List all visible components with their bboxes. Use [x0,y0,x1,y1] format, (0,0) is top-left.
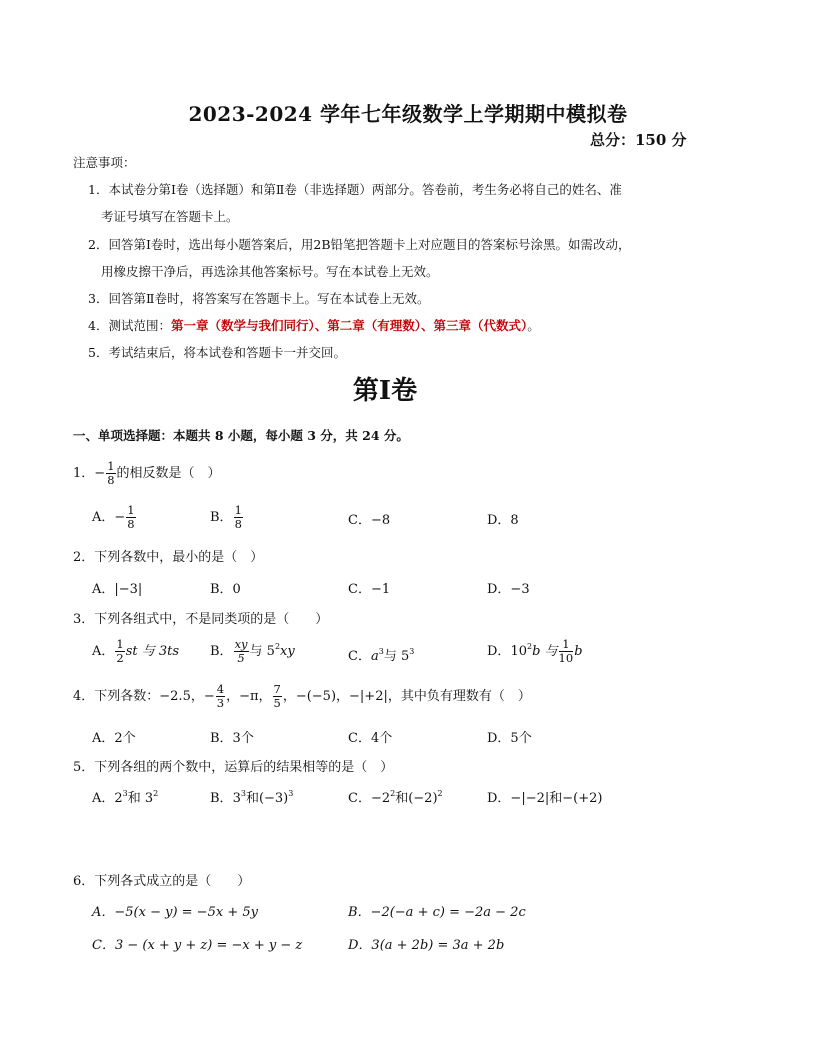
q4-option-a: A．2个 [92,731,136,746]
exponent: 2 [390,789,396,798]
fraction [115,638,124,665]
fraction [559,638,574,665]
fraction [126,504,135,531]
exponent: 3 [122,789,128,798]
question-3: 3．下列各组式中，不是同类项的是（ ） [73,612,329,627]
q6-option-b: B．−2(−a + c) = −2a − 2c [348,905,526,920]
exponent: 2 [153,789,159,798]
option-text: xy [280,644,295,659]
numerator: 7 [273,682,281,696]
denominator: 5 [237,651,245,665]
notice-heading: 注意事项： [73,155,136,170]
option-label: A． [92,510,115,525]
q2-option-b: B．0 [210,582,241,597]
q1-option-c: C．−8 [348,513,391,528]
option-text: 和 3 [127,791,154,806]
q4-option-d: D．5个 [487,731,532,746]
q2-option-a [92,578,142,597]
exponent: 3 [409,647,415,656]
question-text: 的相反数是（ ） [116,466,221,481]
question-4 [73,683,531,710]
exponent: 2 [274,642,281,651]
option-text: b 与 [532,644,558,659]
total-score: 总分：150 分 [590,131,687,149]
q3-option-b [210,638,295,665]
option-label: A． [92,791,115,806]
question-number: 1． [73,466,95,481]
option-text: b [574,644,583,659]
question-6: 6．下列各式成立的是（ ） [73,874,251,889]
test-scope: 第一章（数学与我们同行）、第二章（有理数）、第三章（代数式） [170,318,528,333]
option-text: st 与 3ts [125,644,180,659]
exponent: 2 [526,642,533,651]
q1-option-b [210,504,244,531]
option-label: B． [210,510,233,525]
denominator: 2 [116,651,124,665]
denominator: 5 [273,696,281,710]
q6-option-c: C．3 − (x + y + z) = −x + y − z [92,938,303,953]
fraction [216,683,225,710]
option-label: C． [348,791,371,806]
notice-item-4-end: 。 [527,318,540,333]
option-text: 与 5 [249,644,275,659]
question-text: ，−(−5)，−|+2|，其中负有理数有（ ） [282,689,531,704]
q4-option-b: B．3个 [210,731,254,746]
numerator: 1 [127,503,135,517]
option-label: D． [487,644,511,659]
option-text: 与 5 [383,649,410,664]
option-label: B． [210,791,233,806]
minus-sign: − [94,466,106,481]
section-title: 第Ⅰ卷 [352,376,418,406]
q5-option-d: D．−|−2|和−(+2) [487,791,603,806]
exponent: 3 [240,789,246,798]
question-5: 5．下列各组的两个数中，运算后的结果相等的是（ ） [73,760,394,775]
option-value: |−3| [114,582,143,597]
exponent: 2 [437,789,443,798]
q2-option-c: C．−1 [348,582,391,597]
q3-option-c [348,645,414,664]
numerator: 4 [216,682,225,696]
option-label: A． [92,582,115,597]
q5-option-b [210,787,293,806]
page-title: 2023-2024 学年七年级数学上学期期中模拟卷 [188,102,628,126]
minus-sign: − [114,510,126,525]
q5-option-c [348,787,443,806]
notice-item-4 [88,316,540,334]
numerator: xy [234,637,248,651]
question-text: ，−π， [226,689,272,704]
fraction [234,504,243,531]
q6-option-a: A．−5(x − y) = −5x + 5y [92,905,258,920]
numerator: 1 [107,459,115,473]
base: 3 [232,791,241,806]
option-label: B． [210,644,233,659]
q3-option-a [92,638,179,665]
denominator: 8 [107,473,115,487]
base: 10 [510,644,527,659]
q5-option-a [92,787,158,806]
numerator: 1 [559,638,574,652]
notice-item-5: 5．考试结束后，将本试卷和答题卡一并交回。 [88,345,346,360]
question-text: 4．下列各数：−2.5，− [73,689,215,704]
q1-option-d: D．8 [487,513,519,528]
notice-item-1-cont: 考证号填写在答题卡上。 [101,209,239,224]
fraction [106,460,115,487]
option-label: C． [348,649,371,664]
numerator: 1 [116,637,124,651]
exponent: 3 [378,647,384,656]
denominator: 8 [127,517,135,531]
denominator: 8 [234,517,242,531]
notice-item-1: 1．本试卷分第Ⅰ卷（选择题）和第Ⅱ卷（非选择题）两部分。答卷前，考生务必将自己的姓名、准 [88,182,622,197]
q6-option-d: D．3(a + 2b) = 3a + 2b [348,938,505,953]
q3-option-d [487,638,583,665]
question-1 [73,460,221,487]
notice-item-3: 3．回答第Ⅱ卷时，将答案写在答题卡上。写在本试卷上无效。 [88,291,430,306]
option-label: A． [92,644,115,659]
exponent: 3 [288,789,294,798]
numerator: 1 [234,503,242,517]
section-heading: 一、单项选择题：本题共 8 小题，每小题 3 分，共 24 分。 [73,428,409,443]
notice-item-4-label: 4．测试范围： [88,318,171,333]
option-text: 和(−3) [245,791,289,806]
q1-option-a [92,504,137,531]
denominator: 10 [558,651,574,665]
question-2: 2．下列各数中，最小的是（ ） [73,550,264,565]
q4-option-c: C．4个 [348,731,393,746]
fraction [234,638,249,665]
notice-item-2-cont: 用橡皮擦干净后，再选涂其他答案标号。写在本试卷上无效。 [101,264,439,279]
base: a [370,649,379,664]
option-text: 和(−2) [395,791,438,806]
fraction [273,683,282,710]
base: 2 [114,791,123,806]
notice-item-2: 2．回答第Ⅰ卷时，选出每小题答案后，用2B铅笔把答题卡上对应题目的答案标号涂黑。如需改动， [88,237,631,252]
q2-option-d: D．−3 [487,582,530,597]
base: −2 [370,791,391,806]
denominator: 3 [216,696,225,710]
